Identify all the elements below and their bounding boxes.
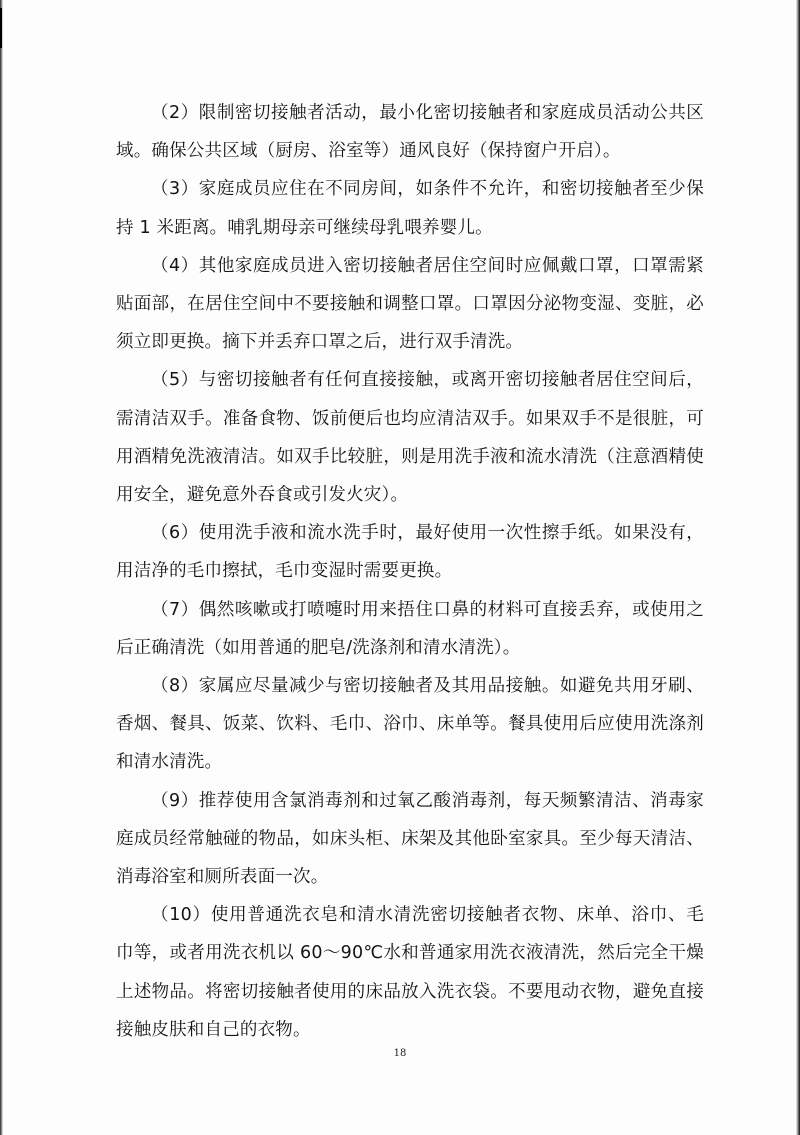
scan-edge-right <box>796 0 800 1135</box>
page-number: 18 <box>393 1048 407 1059</box>
paragraph-2: （2）限制密切接触者活动，最小化密切接触者和家庭成员活动公共区域。确保公共区域（厨房、浴室等）通风良好（保持窗户开启）。 <box>116 103 704 162</box>
scan-edge-mark <box>0 8 2 48</box>
paragraph-10: （10）使用普通洗衣皂和清水清洗密切接触者衣物、床单、浴巾、毛巾等，或者用洗衣机以 60～90℃水和普通家用洗衣液清洗，然后完全干燥上述物品。将密切接触者使用的床品放入洗衣袋。不要甩动衣物，避免直接接触皮肤和自己的衣物。 <box>116 905 704 1040</box>
paragraph-7: （7）偶然咳嗽或打喷嚏时用来捂住口鼻的材料可直接丢弃，或使用之后正确清洗（如用普通的肥皂/洗涤剂和清水清洗）。 <box>116 599 704 658</box>
paragraph-5: （5）与密切接触者有任何直接接触，或离开密切接触者居住空间后，需清洁双手。准备食物、饭前便后也均应清洁双手。如果双手不是很脏，可用酒精免洗液清洁。如双手比较脏，则是用洗手液和流水清洗（注意酒精使用安全，避免意外吞食或引发火灾）。 <box>116 370 704 506</box>
scan-edge-left <box>0 0 3 1135</box>
paragraph-6: （6）使用洗手液和流水洗手时，最好使用一次性擦手纸。如果没有，用洁净的毛巾擦拭，毛巾变湿时需要更换。 <box>116 523 704 582</box>
body-text <box>116 94 704 1049</box>
paragraph-9: （9）推荐使用含氯消毒剂和过氧乙酸消毒剂，每天频繁清洁、消毒家庭成员经常触碰的物品，如床头柜、床架及其他卧室家具。至少每天清洁、消毒浴室和厕所表面一次。 <box>116 790 704 888</box>
paragraph-4: （4）其他家庭成员进入密切接触者居住空间时应佩戴口罩，口罩需紧贴面部，在居住空间中不要接触和调整口罩。口罩因分泌物变湿、变脏，必须立即更换。摘下并丢弃口罩之后，进行双手清洗。 <box>116 255 704 353</box>
paragraph-3: （3）家庭成员应住在不同房间，如条件不允许，和密切接触者至少保持 1 米距离。哺乳期母亲可继续母乳喂养婴儿。 <box>116 179 704 238</box>
paragraph-8: （8）家属应尽量减少与密切接触者及其用品接触。如避免共用牙刷、香烟、餐具、饭菜、饮料、毛巾、浴巾、床单等。餐具使用后应使用洗涤剂和清水清洗。 <box>116 676 704 773</box>
